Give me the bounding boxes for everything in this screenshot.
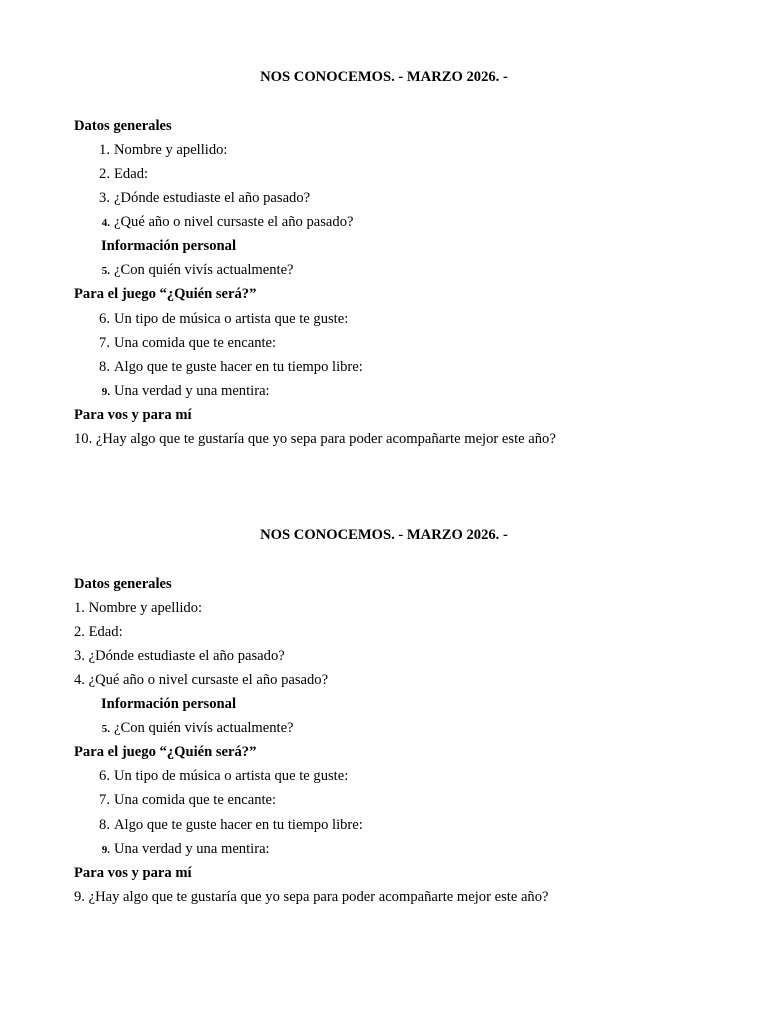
item-text: ¿Con quién vivís actualmente? <box>114 262 294 278</box>
sheet1-item-6 <box>96 310 348 328</box>
sheet2-section-para-el-juego: Para el juego “¿Quién será?” <box>74 744 257 760</box>
item-number: 2. <box>99 166 110 182</box>
item-number: 7. <box>99 335 110 351</box>
sheet2-section-datos-generales: Datos generales <box>74 576 172 592</box>
sheet2-item-3: 3. ¿Dónde estudiaste el año pasado? <box>74 648 285 664</box>
sheet1-item-3 <box>96 189 310 207</box>
sheet2-title: NOS CONOCEMOS. - MARZO 2026. - <box>260 527 508 543</box>
item-text: ¿Con quién vivís actualmente? <box>114 720 294 736</box>
item-text: Una verdad y una mentira: <box>114 383 270 399</box>
sheet1-section-informacion-personal: Información personal <box>101 238 236 254</box>
item-number: 8. <box>99 817 110 833</box>
item-text: Una comida que te encante: <box>114 335 277 351</box>
sheet2-item-2: 2. Edad: <box>74 624 123 640</box>
sheet1-section-para-vos: Para vos y para mí <box>74 407 192 423</box>
item-number: 7. <box>99 792 110 808</box>
item-text: ¿Dónde estudiaste el año pasado? <box>114 190 311 206</box>
item-number: 5. <box>101 723 110 735</box>
item-number: 1. <box>99 142 110 158</box>
sheet1-item-4 <box>96 213 354 232</box>
item-text: Una verdad y una mentira: <box>114 841 270 857</box>
sheet1-section-para-el-juego: Para el juego “¿Quién será?” <box>74 286 257 302</box>
sheet1-item-9 <box>96 382 270 401</box>
item-number: 9. <box>101 386 110 398</box>
item-number: 8. <box>99 359 110 375</box>
item-text: Algo que te guste hacer en tu tiempo libre: <box>114 817 363 833</box>
sheet1-item-10: 10. ¿Hay algo que te gustaría que yo sepa para poder acompañarte mejor este año? <box>74 431 556 447</box>
sheet1-section-datos-generales: Datos generales <box>74 118 172 134</box>
sheet2-section-para-vos: Para vos y para mí <box>74 865 192 881</box>
sheet1-item-8 <box>96 358 363 376</box>
sheet2-item-9 <box>96 840 270 859</box>
sheet1-item-5 <box>96 261 294 280</box>
sheet1-title: NOS CONOCEMOS. - MARZO 2026. - <box>260 69 508 85</box>
sheet1-item-2 <box>96 165 148 183</box>
item-number: 6. <box>99 768 110 784</box>
item-text: ¿Qué año o nivel cursaste el año pasado? <box>114 214 354 230</box>
item-number: 6. <box>99 311 110 327</box>
item-number: 3. <box>99 190 110 206</box>
item-text: Una comida que te encante: <box>114 792 277 808</box>
sheet1-item-7 <box>96 334 276 352</box>
item-text: Algo que te guste hacer en tu tiempo libre: <box>114 359 363 375</box>
item-text: Nombre y apellido: <box>114 142 228 158</box>
item-number: 5. <box>101 265 110 277</box>
sheet2-item-8 <box>96 816 363 834</box>
item-number: 9. <box>101 844 110 856</box>
item-number: 4. <box>101 217 110 229</box>
sheet2-item-final: 9. ¿Hay algo que te gustaría que yo sepa para poder acompañarte mejor este año? <box>74 889 549 905</box>
sheet2-item-1: 1. Nombre y apellido: <box>74 600 203 616</box>
sheet2-item-4: 4. ¿Qué año o nivel cursaste el año pasado? <box>74 672 329 688</box>
sheet2-item-7 <box>96 791 276 809</box>
sheet2-item-6 <box>96 767 348 785</box>
sheet2-item-5 <box>96 719 294 738</box>
sheet2-section-informacion-personal: Información personal <box>101 696 236 712</box>
sheet1-item-1 <box>96 141 227 159</box>
item-text: Un tipo de música o artista que te guste: <box>114 768 349 784</box>
item-text: Un tipo de música o artista que te guste: <box>114 311 349 327</box>
item-text: Edad: <box>114 166 149 182</box>
